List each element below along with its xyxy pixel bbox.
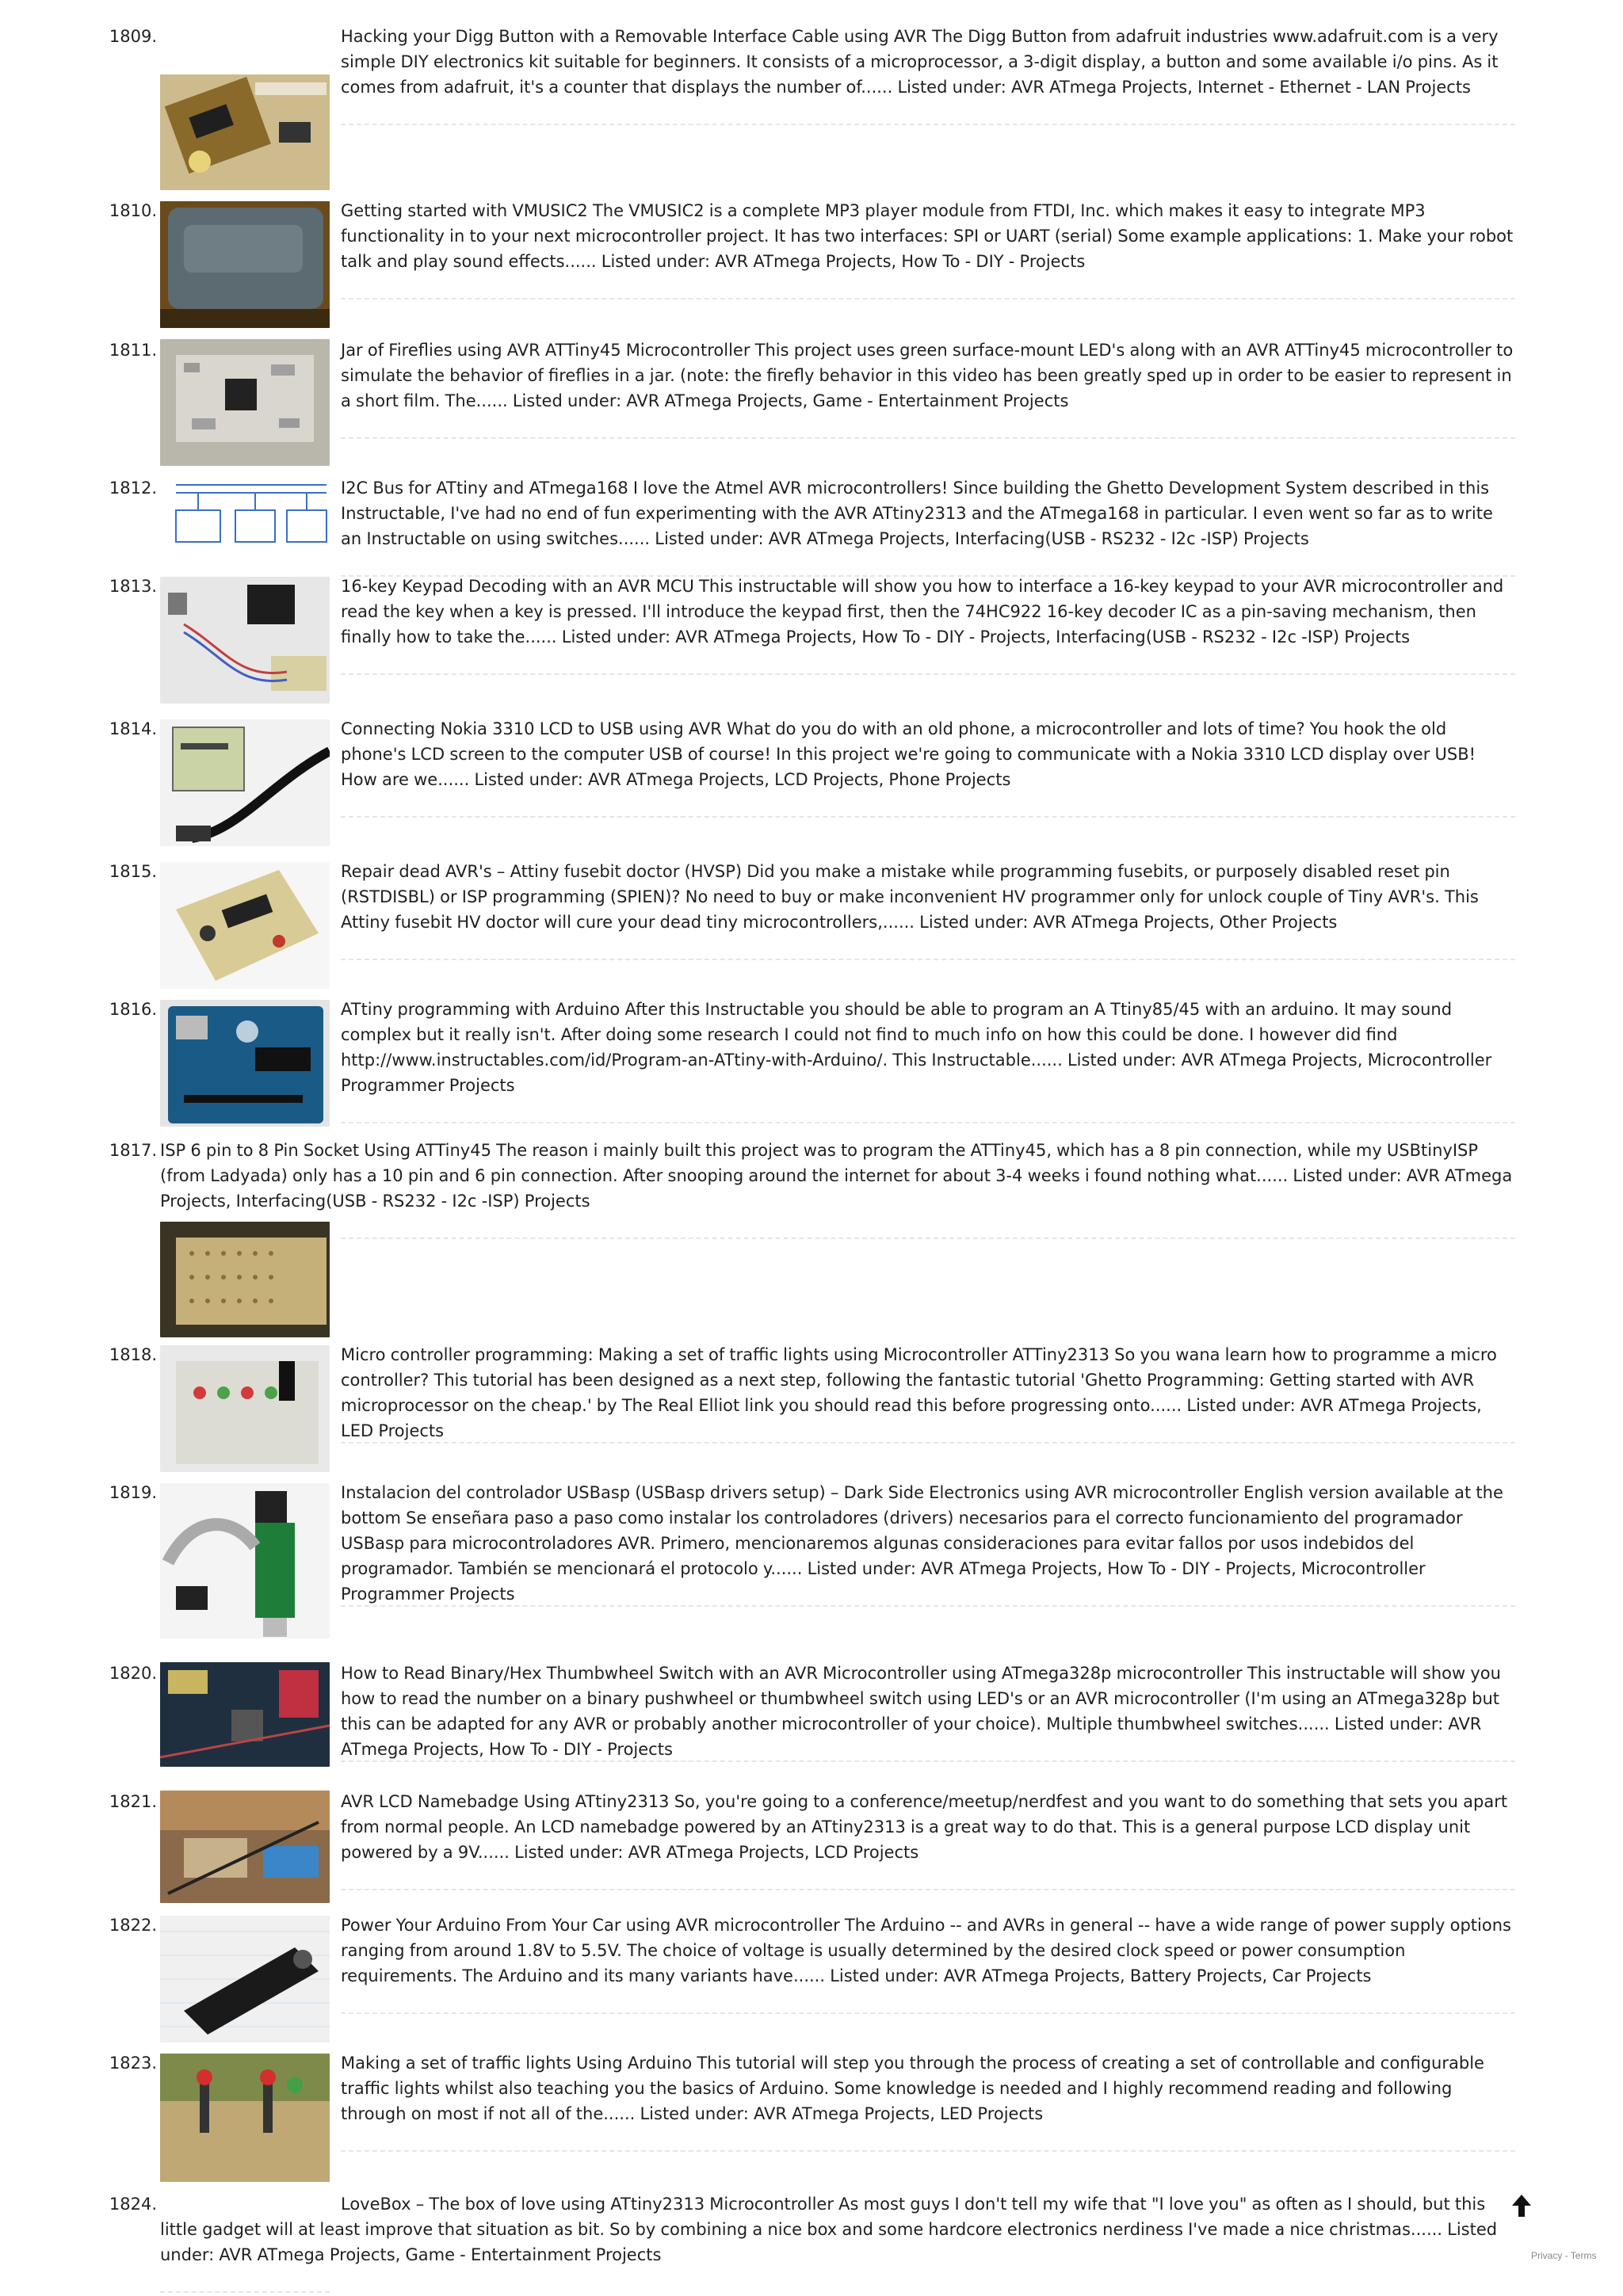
item-number: 1819. xyxy=(109,1483,157,1502)
project-description[interactable]: I2C Bus for ATtiny and ATmega168 I love the Atmel AVR microcontrollers! Since building the Ghetto Development System described in this Instructable, I've had no end of fun experimenting with the AVR ATtiny2313 and the ATmega168 in particular. I even went so far as to write an Instructable on using switches...... Listed under: AVR ATmega Projects, Interfacing(USB - RS232 - I2c -ISP) Projects xyxy=(341,479,1493,548)
item-separator xyxy=(341,1889,1515,1890)
item-separator xyxy=(341,298,1515,299)
item-separator xyxy=(341,673,1515,675)
project-thumbnail[interactable] xyxy=(160,1791,330,1903)
item-number: 1815. xyxy=(109,862,157,881)
project-description[interactable]: Hacking your Digg Button with a Removable Interface Cable using AVR The Digg Button from adafruit industries www.adafruit.com is a very simple DIY electronics kit suitable for beginners. It consists of a microprocessor, a 3-digit display, a button and some available i/o pins. As it comes from adafruit, it's a counter that displays the number of...... Listed under: AVR ATmega Projects, Internet - Ethernet - LAN Projects xyxy=(341,27,1499,97)
project-description[interactable]: ATtiny programming with Arduino After this Instructable you should be able to program an A Ttiny85/45 with an arduino. It may sound complex but it really isn't. After doing some research I could not find to much info on how this could be done. I however did find http://www.instructables.com/id/Program-an-ATtiny-with-Arduino/. This Instructable...... Listed under: AVR ATmega Projects, Microcontroller Programmer Projects xyxy=(341,1000,1492,1095)
item-number: 1813. xyxy=(109,577,157,596)
item-number: 1816. xyxy=(109,1000,157,1019)
item-number: 1824. xyxy=(109,2195,157,2214)
project-description[interactable]: Jar of Fireflies using AVR ATTiny45 Microcontroller This project uses green surface-mount LED's along with an AVR ATTiny45 microcontroller to simulate the behavior of fireflies in a jar. (note: the firefly behavior in this video has been greatly sped up in order to be easier to represent in a short film. The...... Listed under: AVR ATmega Projects, Game - Entertainment Projects xyxy=(341,341,1514,410)
project-thumbnail[interactable] xyxy=(160,475,330,548)
item-number: 1823. xyxy=(109,2054,157,2073)
project-thumbnail[interactable] xyxy=(160,1916,330,2042)
item-separator xyxy=(341,816,1515,818)
item-separator xyxy=(341,437,1515,439)
item-separator xyxy=(341,1122,1515,1123)
item-number: 1820. xyxy=(109,1664,157,1683)
project-thumbnail[interactable] xyxy=(160,1483,330,1638)
item-number: 1810. xyxy=(109,201,157,220)
item-number: 1822. xyxy=(109,1916,157,1935)
project-description[interactable]: AVR LCD Namebadge Using ATtiny2313 So, you're going to a conference/meetup/nerdfest and you want to do something that sets you apart from normal people. An LCD namebadge powered by an ATtiny2313 is a great way to do that. This is a general purpose LCD display unit powered by a 9V...... Listed under: AVR ATmega Projects, LCD Projects xyxy=(341,1792,1508,1862)
item-separator xyxy=(341,1760,1515,1762)
project-thumbnail[interactable] xyxy=(160,74,330,190)
item-separator xyxy=(341,1238,1515,1239)
arrow-up-icon[interactable] xyxy=(1510,2193,1533,2220)
project-description[interactable]: Connecting Nokia 3310 LCD to USB using AVR What do you do with an old phone, a microcontroller and lots of time? You hook the old phone's LCD screen to the computer USB of course! In this project we're going to communicate with a Nokia 3310 LCD display over USB! How are we...... Listed under: AVR ATmega Projects, LCD Projects, Phone Projects xyxy=(341,719,1476,789)
project-description[interactable]: Repair dead AVR's – Attiny fusebit doctor (HVSP) Did you make a mistake while programming fusebits, or purposely disabled reset pin (RSTDISBL) or ISP programming (SPIEN)? No need to buy or make inconvenient HV programmer only for unlock couple of Tiny AVR's. This Attiny fusebit HV doctor will cure your dead tiny microcontrollers,...... Listed under: AVR ATmega Projects, Other Projects xyxy=(341,862,1479,932)
item-number: 1812. xyxy=(109,479,157,498)
item-number: 1817. xyxy=(109,1141,157,1160)
project-description[interactable]: How to Read Binary/Hex Thumbwheel Switch with an AVR Microcontroller using ATmega328p microcontroller This instructable will show you how to read the number on a binary pushwheel or thumbwheel switch using LED's or an AVR microcontroller (I'm using an ATmega328p but this can be adapted for any AVR or probably another microcontroller of your choice). Multiple thumbwheel switches...... Listed under: AVR ATmega Projects, How To - DIY - Projects xyxy=(341,1664,1501,1759)
item-separator xyxy=(341,2012,1515,2014)
project-description[interactable]: 16-key Keypad Decoding with an AVR MCU This instructable will show you how to interface a 16-key keypad to your AVR microcontroller and read the key when a key is pressed. I'll introduce the keypad first, then the 74HC922 16-key decoder IC as a pin-saving mechanism, then finally how to take the...... Listed under: AVR ATmega Projects, How To - DIY - Projects, Interfacing(USB - RS232 - I2c -ISP) Projects xyxy=(341,577,1504,646)
item-separator xyxy=(341,1442,1515,1444)
item-number: 1814. xyxy=(109,719,157,738)
project-thumbnail[interactable] xyxy=(160,339,330,466)
project-thumbnail[interactable] xyxy=(160,2054,330,2182)
project-description[interactable]: Power Your Arduino From Your Car using AVR microcontroller The Arduino -- and AVRs in general -- have a wide range of power supply options ranging from around 1.8V to 5.5V. The choice of voltage is usually determined by the desired clock speed or power consumption requirements. The Arduino and its many variants have...... Listed under: AVR ATmega Projects, Battery Projects, Car Projects xyxy=(341,1916,1511,1985)
item-separator xyxy=(160,2291,330,2293)
item-number: 1811. xyxy=(109,341,157,360)
project-description[interactable]: LoveBox – The box of love using ATtiny2313 Microcontroller As most guys I don't tell my wife that "I love you" as often as I should, but this little gadget will at least improve that situation as bit. So by combining a nice box and some hardcore electronics nerdiness I've made a nice christmas...... Listed under: AVR ATmega Projects, Game - Entertainment Projects xyxy=(160,2195,1498,2264)
project-thumbnail[interactable] xyxy=(160,719,330,846)
project-description[interactable]: Getting started with VMUSIC2 The VMUSIC2 is a complete MP3 player module from FTDI, Inc. which makes it easy to integrate MP3 functionality in to your next microcontroller project. It has two interfaces: SPI or UART (serial) Some example applications: 1. Make your robot talk and play sound effects...... Listed under: AVR ATmega Projects, How To - DIY - Projects xyxy=(341,201,1514,271)
item-separator xyxy=(341,124,1515,125)
item-number: 1818. xyxy=(109,1345,157,1364)
project-thumbnail[interactable] xyxy=(160,1662,330,1767)
item-number: 1821. xyxy=(109,1792,157,1811)
item-separator xyxy=(341,2150,1515,2152)
project-description[interactable]: Making a set of traffic lights Using Arduino This tutorial will step you through the process of creating a set of controllable and configurable traffic lights whilst also teaching you the basics of Arduino. Some knowledge is needed and I highly recommend reading and following through on most if not all of the...... Listed under: AVR ATmega Projects, LED Projects xyxy=(341,2054,1484,2123)
project-thumbnail[interactable] xyxy=(160,1345,330,1472)
item-separator xyxy=(341,1605,1515,1607)
item-number: 1809. xyxy=(109,27,157,46)
project-description[interactable]: ISP 6 pin to 8 Pin Socket Using ATTiny45 The reason i mainly built this project was to program the ATTiny45, which has a 8 pin connection, while my USBtinyISP (from Ladyada) only has a 10 pin and 6 pin connection. After snooping around the internet for about 3-4 weeks i found nothing what...... Listed under: AVR ATmega Projects, Interfacing(USB - RS232 - I2c -ISP) Projects xyxy=(160,1141,1513,1211)
project-thumbnail[interactable] xyxy=(160,1222,330,1337)
item-separator xyxy=(341,959,1515,960)
project-description[interactable]: Micro controller programming: Making a set of traffic lights using Microcontroller ATTiny2313 So you wana learn how to programme a micro controller? This tutorial has been designed as a next step, following the fantastic tutorial 'Ghetto Programming: Getting started with AVR microprocessor on the cheap.' by The Real Elliot link you should read this before progressing onto...... Listed under: AVR ATmega Projects, LED Projects xyxy=(341,1345,1497,1440)
project-thumbnail[interactable] xyxy=(160,201,330,328)
project-thumbnail[interactable] xyxy=(160,862,330,989)
recaptcha-privacy-terms[interactable]: Privacy - Terms xyxy=(1531,2250,1597,2261)
project-description[interactable]: Instalacion del controlador USBasp (USBasp drivers setup) – Dark Side Electronics using AVR microcontroller English version available at the bottom Se enseñara paso a paso como instalar los controladores (drivers) necesarios para el correcto funcionamiento del programador USBasp para microcontroladores AVR. Primero, mencionaremos algunas consideraciones para evitar fallos por usos indebidos del programador. También se mencionará el protocolo y...... Listed under: AVR ATmega Projects, How To - DIY - Projects, Microcontroller Programmer Projects xyxy=(341,1483,1503,1604)
project-thumbnail[interactable] xyxy=(160,1000,330,1127)
project-thumbnail[interactable] xyxy=(160,577,330,704)
